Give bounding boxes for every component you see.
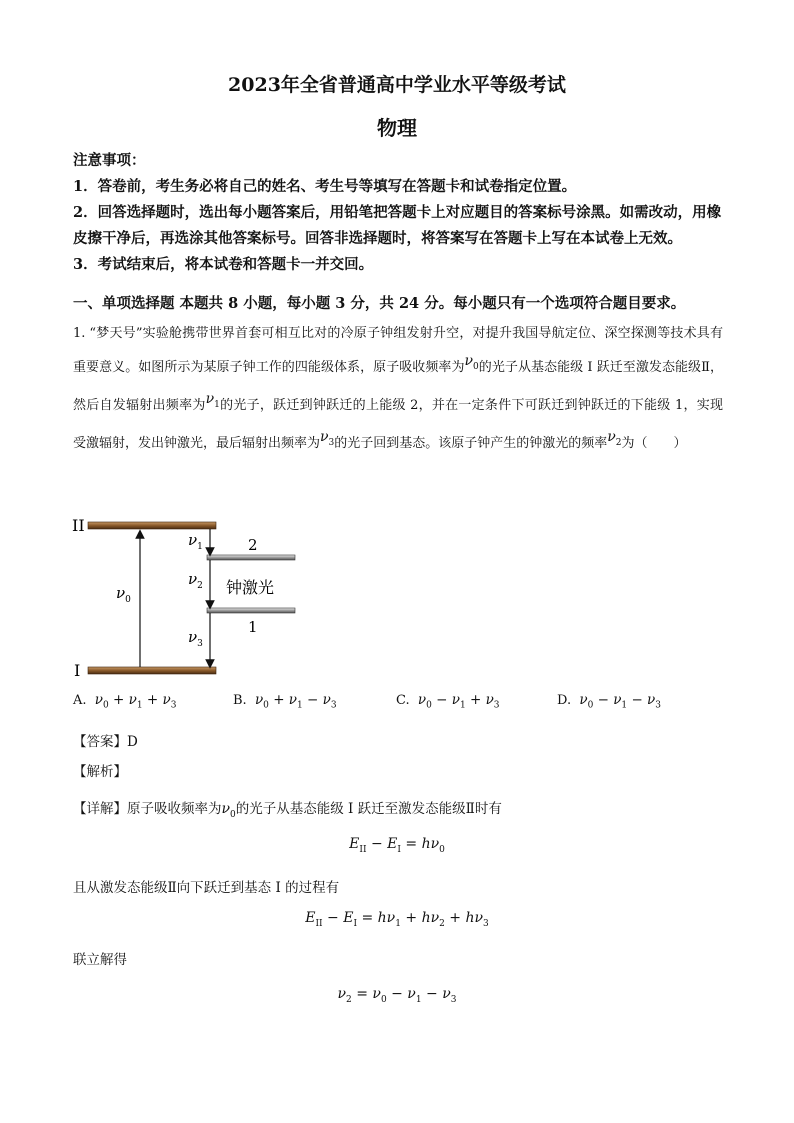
question-text-3: 的光子，跃迁到钟跃迁的上能级 2，并在一定条件下可跃迁到钟跃迁的下能级 1，实现受激辐射，发出钟激光，最后辐射出频率为	[73, 397, 723, 452]
option-b-expr: $\nu_0 + \nu_1 - \nu_3$	[254, 692, 337, 711]
detail-nu0: $\nu_0$	[221, 801, 236, 820]
nu0-label: $\nu_0$	[116, 584, 131, 605]
exam-title: 2023年全省普通高中学业水平等级考试	[228, 74, 566, 96]
option-c-expr: $\nu_0 - \nu_1 + \nu_3$	[417, 692, 500, 711]
option-c[interactable]: C. $\nu_0 - \nu_1 + \nu_3$	[396, 692, 500, 711]
detail-line-2: 且从激发态能级Ⅱ向下跃迁到基态 I 的过程有	[73, 880, 340, 896]
question-number: 1.	[73, 326, 86, 341]
answer-line: 【答案】D	[73, 734, 138, 750]
nu3-symbol: $\nu_3$	[320, 429, 335, 448]
detail-line-3: 联立解得	[73, 952, 127, 968]
level-1-label: 1	[248, 618, 258, 636]
level-I-label: I	[74, 661, 81, 680]
nu0-symbol: $\nu_0$	[464, 352, 479, 372]
equation-1: $E_{II} - E_I = h\nu_0$	[349, 836, 445, 855]
note-item-1: 1．答卷前，考生务必将自己的姓名、考生号等填写在答题卡和试卷指定位置。	[73, 178, 577, 195]
level-II-label: II	[72, 516, 85, 535]
level-I-bar	[88, 667, 216, 674]
level-1-bar	[207, 608, 295, 613]
note-item-3: 3．考试结束后，将本试卷和答题卡一并交回。	[73, 256, 374, 273]
note-item-2: 2．回答选择题时，选出每小题答案后，用铅笔把答题卡上对应题目的答案标号涂黑。如需改动，用橡皮擦干净后，再选涂其他答案标号。回答非选择题时，将答案写在答题卡上写在本试卷上无效。	[73, 204, 722, 247]
detail-line: 【详解】原子吸收频率为$\nu_0$的光子从基态能级 I 跃迁至激发态能级Ⅱ时有	[73, 801, 502, 820]
question-text-5: 为（ ）	[621, 436, 687, 452]
question-text-2: 的光子从基态能级 I 跃迁至激发态能级Ⅱ，然后自发辐射出频率为	[73, 359, 723, 413]
option-a[interactable]: A. $\nu_0 + \nu_1 + \nu_3$	[73, 692, 177, 711]
option-d-expr: $\nu_0 - \nu_1 - \nu_3$	[579, 692, 661, 711]
level-2-label: 2	[248, 536, 258, 554]
equation-2: $E_{II} - E_I = h\nu_1 + h\nu_2 + h\nu_3$	[305, 910, 489, 929]
level-II-bar	[88, 522, 216, 529]
option-a-expr: $\nu_0 + \nu_1 + \nu_3$	[94, 692, 177, 711]
nu2-symbol: $\nu_2$	[607, 429, 622, 448]
equation-3: $\nu_2 = \nu_0 - \nu_1 - \nu_3$	[337, 986, 457, 1005]
option-d[interactable]: D. $\nu_0 - \nu_1 - \nu_3$	[557, 692, 661, 711]
nu3-label: $\nu_3$	[188, 628, 203, 649]
nu2-label: $\nu_2$	[188, 570, 203, 591]
energy-level-diagram	[70, 512, 310, 682]
question-text-4: 的光子回到基态。该原子钟产生的钟激光的频率	[334, 436, 608, 452]
clock-laser-label: 钟激光	[226, 578, 275, 597]
nu1-symbol: $\nu_1$	[205, 390, 220, 410]
section-heading: 一、单项选择题 本题共 8 小题，每小题 3 分，共 24 分。每小题只有一个选项符合题目要求。	[73, 295, 686, 312]
notes-block	[73, 148, 723, 278]
subject-title: 物理	[377, 116, 417, 140]
detail-label: 【详解】	[73, 801, 127, 817]
question-text-1: “梦天号”实验舱携带世界首套可相互比对的冷原子钟组发射升空，对提升我国导航定位、深空探测等技术具有重要意义。如图所示为某原子钟工作的四能级体系，原子吸收频率为	[73, 326, 723, 375]
level-2-bar	[207, 555, 295, 560]
analysis-label: 【解析】	[73, 764, 127, 780]
option-b[interactable]: B. $\nu_0 + \nu_1 - \nu_3$	[233, 692, 337, 711]
question-1	[73, 318, 723, 465]
nu1-label: $\nu_1$	[188, 531, 203, 552]
options-row	[73, 692, 733, 714]
notes-heading: 注意事项：	[73, 152, 146, 169]
